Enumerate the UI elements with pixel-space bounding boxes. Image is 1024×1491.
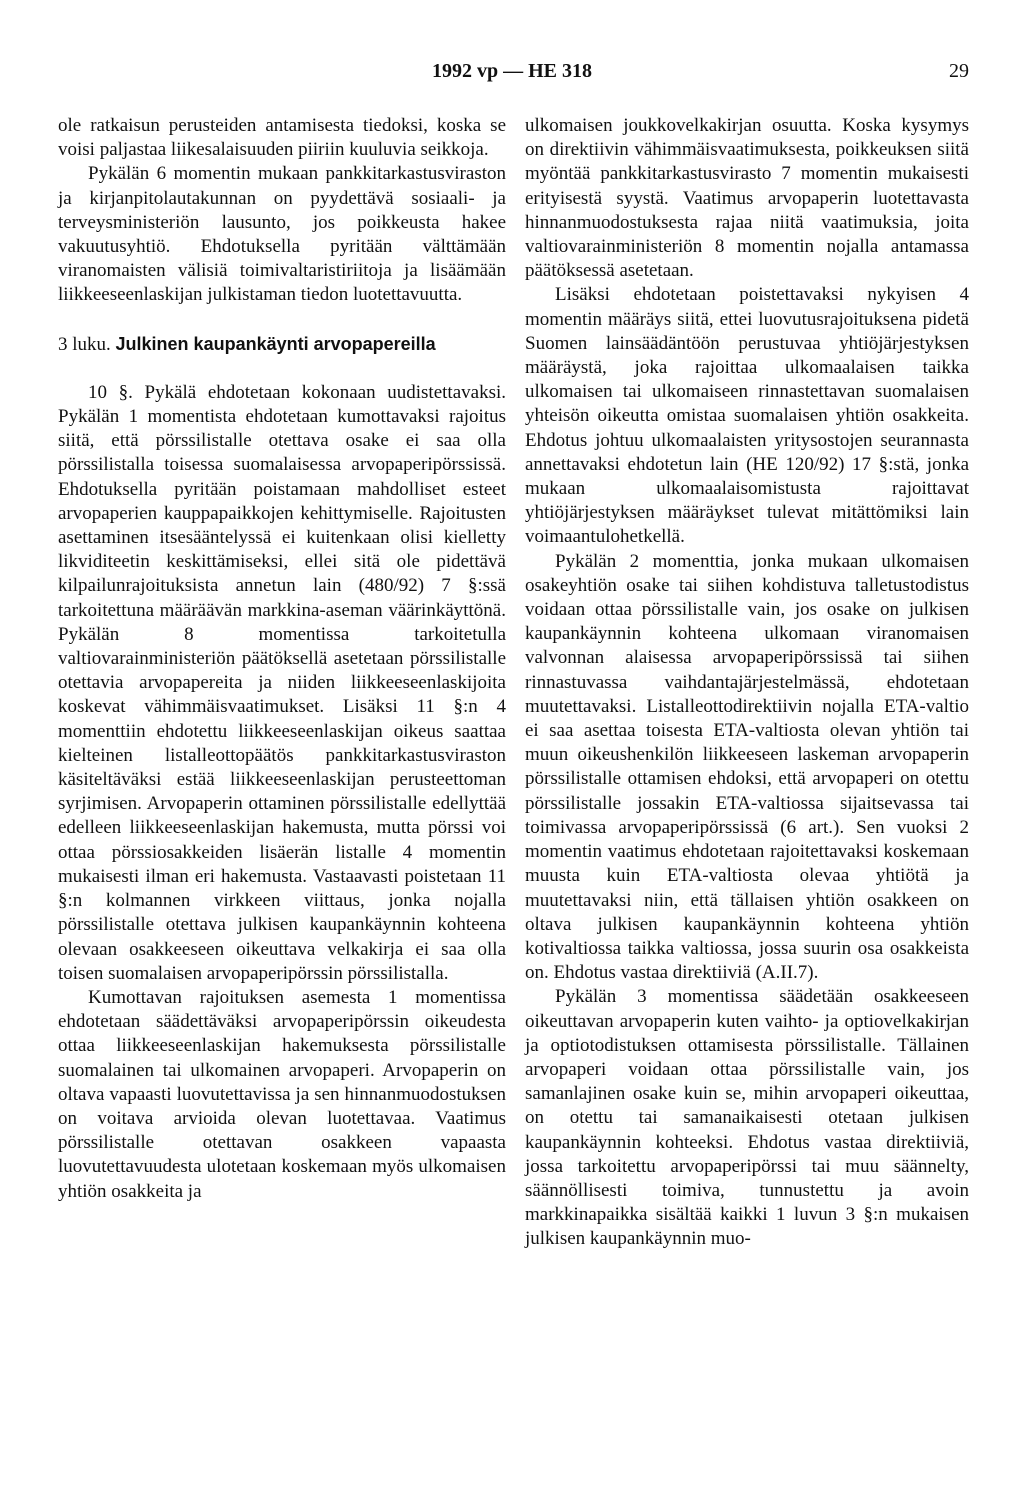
page-header xyxy=(0,60,1024,90)
paragraph: Pykälän 2 momenttia, jonka mukaan ulkomaisen osakeyhtiön osake tai siihen kohdistuva talletustodistus voidaan ottaa pörssilistalle vain, jos osake on julkisen kaupankäynnin kohteena ulkomaan viranomaisen valvonnan alaisessa arvopaperipörssissä tai siihen rinnastuvassa vaihdantajärjestelmässä, ehdotetaan muutettavaksi. Listalleottodirektiivin nojalla ETA-valtio ei saa asettaa toisesta ETA-valtiosta olevan yhtiön tai muun oikeushenkilön liikkeeseen laskeman arvopaperin pörssilistalle ottamisen ehdoksi, että arvopaperi on otettu pörssilistalle jossakin ETA-valtiossa sijaitsevassa tai toimivassa arvopaperipörssissä (6 art.). Sen vuoksi 2 momentin vaatimus ehdotetaan rajoitettavaksi koskemaan muusta kuin ETA-valtiosta olevaa yhtiötä ja muutettavaksi niin, että tällaisen yhtiön osakkeen on oltava julkisen kaupankäynnin kohteena yhtiön kotivaltiossa taikka valtiossa, jossa suurin osa osakkeista on. Ehdotus vastaa direktiiviä (A.II.7). xyxy=(525,550,969,984)
running-title: 1992 vp — HE 318 xyxy=(431,60,593,82)
paragraph: ulkomaisen joukkovelkakirjan osuutta. Koska kysymys on direktiivin vähimmäisvaatimuksesta, poikkeuksen siitä myöntää pankkitarkastusvirasto 7 momentin mukaisesti erityisestä syystä. Vaatimus arvopaperin luotettavasta hinnanmuodostuksesta rajaa niitä vaatimuksia, joita valtiovarainministeriön 8 momentin nojalla antamassa päätöksessä asetetaan. xyxy=(525,115,969,282)
paragraph: Pykälän 6 momentin mukaan pankkitarkastusviraston ja kirjanpitolautakunnan on pyydettävä sosiaali- ja terveysministeriön lausunto, jos poikkeusta hakee vakuutusyhtiö. Ehdotuksella pyritään välttämään viranomaisten välisiä toimivaltaristiriitoja ja lisäämään liikkeeseenlaskijan julkistaman tiedon luotettavuutta. xyxy=(58,163,506,306)
chapter-heading xyxy=(58,332,506,357)
chapter-number: 3 luku. xyxy=(58,333,111,355)
paragraph: ole ratkaisun perusteiden antamisesta tiedoksi, koska se voisi paljastaa liikesalaisuuden piiriin kuuluvia seikkoja. xyxy=(58,115,506,161)
right-column xyxy=(525,114,969,1252)
chapter-title: Julkinen kaupankäynti arvopapereilla xyxy=(115,333,436,354)
paragraph: Lisäksi ehdotetaan poistettavaksi nykyisen 4 momentin määräys siitä, ettei luovutusrajoituksena pidetä Suomen lainsäädäntöön perustuvaa yhtiöjärjestyksen määräystä, joka rajoittaa ulkomaalaisen taikka ulkomaisen tai ulkomaiseen rinnastettavan suomalaisen yhteisön oikeutta omistaa suomalaisen yhtiön osakkeita. Ehdotus johtuu ulkomaalaisten yritysostojen seurannasta annettavaksi ehdotetun lain (HE 120/92) 17 §:stä, jonka mukaan ulkomaalaisomistusta rajoittavat yhtiöjärjestyksen määräykset tulevat mitättömiksi lain voimaantulohetkellä. xyxy=(525,284,969,548)
page-number: 29 xyxy=(949,60,969,82)
left-column xyxy=(58,114,506,1204)
paragraph: Pykälän 3 momentissa säädetään osakkeeseen oikeuttavan arvopaperin kuten vaihto- ja optiovelkakirjan ja optiotodistuksen ottamisesta pörssilistalle. Tällainen arvopaperi voidaan ottaa pörssilistalle vain, jos samanlajinen osake kuin se, mihin arvopaperi oikeuttaa, on otettu tai samanaikaisesti otetaan julkisen kaupankäynnin kohteeksi. Ehdotus vastaa direktiiviä, jossa tarkoitettu arvopaperipörssi tai muu säännelty, säännöllisesti toimiva, tunnustettu ja avoin markkinapaikka sisältää kaikki 1 luvun 3 §:n mukaisen julkisen kaupankäynnin muo- xyxy=(525,986,969,1250)
paragraph: Kumottavan rajoituksen asemesta 1 momentissa ehdotetaan säädettäväksi arvopaperipörssin oikeudesta ottaa liikkeeseenlaskijan hakemuksesta pörssilistalle suomalainen tai ulkomainen arvopaperi. Arvopaperin on oltava vapaasti luovutettavissa ja sen hinnanmuodostuksen on voitava arvioida olevan luotettavaa. Vaatimus pörssilistalle otettavan osakkeen vapaasta luovutettavuudesta ulotetaan koskemaan myös ulkomaisen yhtiön osakkeita ja xyxy=(58,986,506,1202)
paragraph: 10 §. Pykälä ehdotetaan kokonaan uudistettavaksi. Pykälän 1 momentista ehdotetaan kumottavaksi rajoitus siitä, että pörssilistalle otettava osake ei saa olla pörssilistalla toisessa suomalaisessa arvopaperipörssissä. Ehdotuksella pyritään poistamaan mahdolliset esteet arvopaperien kauppapaikkojen kehittymiselle. Rajoitusten asettaminen itsesääntelyssä ei kuitenkaan olisi kielletty likviditeetin keskittämiseksi, ellei sitä ole pidettävä kilpailunrajoituksista annetun lain (480/92) 7 §:ssä tarkoitettuna määräävän markkina-aseman väärinkäyttönä. Pykälän 8 momentissa tarkoitetulla valtiovarainministeriön päätöksellä asetetaan pörssilistalle otettavia arvopapereita ja niiden liikkeeseenlaskijoita koskevat vähimmäisvaatimukset. Lisäksi 11 §:n 4 momenttiin ehdotettu liikkeeseenlaskijan oikeus saattaa kielteinen listalleottopäätös pankkitarkastusviraston käsiteltäväksi estää liikkeeseenlaskijan perusteettoman syrjimisen. Arvopaperin ottaminen pörssilistalle edellyttää edelleen liikkeeseenlaskijan hakemusta, mutta pörssi voi ottaa pörssiosakkeiden lisäerän listalle 4 momentin mukaisesti ilman eri hakemusta. Vastaavasti poistetaan 11 §:n kolmannen virkkeen viittaus, jonka nojalla pörssilistalle otettava julkisen kaupankäynnin kohteena olevaan osakkeeseen oikeuttava velkakirja ei saa olla toisen suomalaisen arvopaperipörssin pörssilistalla. xyxy=(58,381,506,984)
